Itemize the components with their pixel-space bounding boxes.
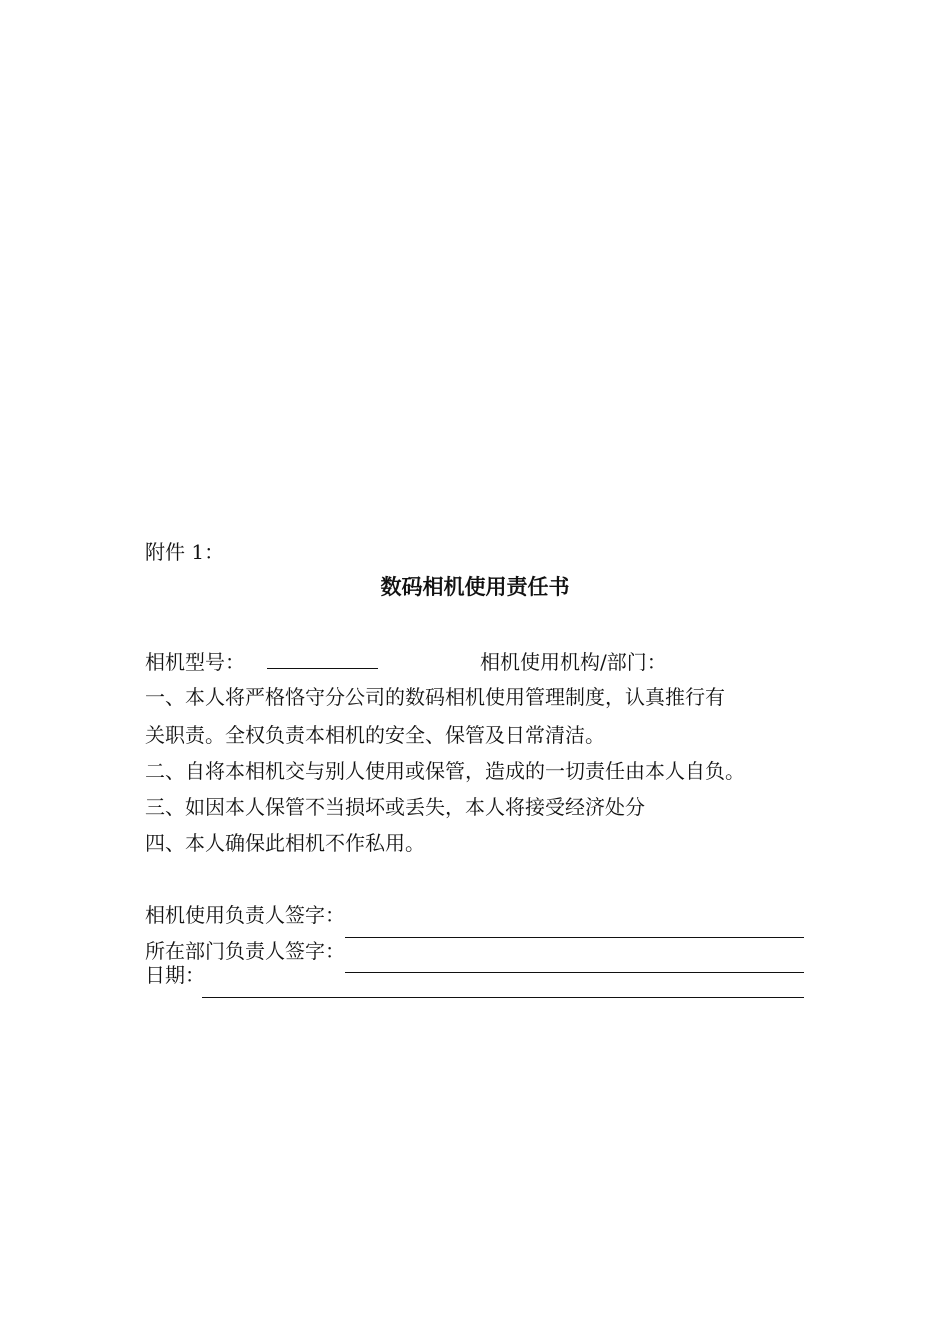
camera-model-label: 相机型号： <box>145 650 245 674</box>
clause-4: 四、本人确保此相机不作私用。 <box>145 831 425 855</box>
clause-1-line-1: 一、本人将严格恪守分公司的数码相机使用管理制度，认真推行有 <box>145 685 725 709</box>
clause-3: 三、如因本人保管不当损坏或丢失，本人将接受经济处分 <box>145 795 645 819</box>
attachment-label: 附件 1： <box>145 540 225 564</box>
camera-model-blank-line <box>267 668 378 669</box>
document-title: 数码相机使用责任书 <box>380 575 570 599</box>
date-label: 日期： <box>145 963 205 987</box>
clause-1-line-2: 关职责。全权负责本相机的安全、保管及日常清洁。 <box>145 723 605 747</box>
camera-dept-label: 相机使用机构/部门： <box>480 650 667 674</box>
date-line <box>202 997 804 998</box>
dept-head-signature-label: 所在部门负责人签字： <box>145 939 345 963</box>
user-signature-line <box>345 937 804 938</box>
dept-head-signature-line <box>345 972 804 973</box>
clause-2: 二、自将本相机交与别人使用或保管，造成的一切责任由本人自负。 <box>145 759 745 783</box>
user-signature-label: 相机使用负责人签字： <box>145 903 345 927</box>
